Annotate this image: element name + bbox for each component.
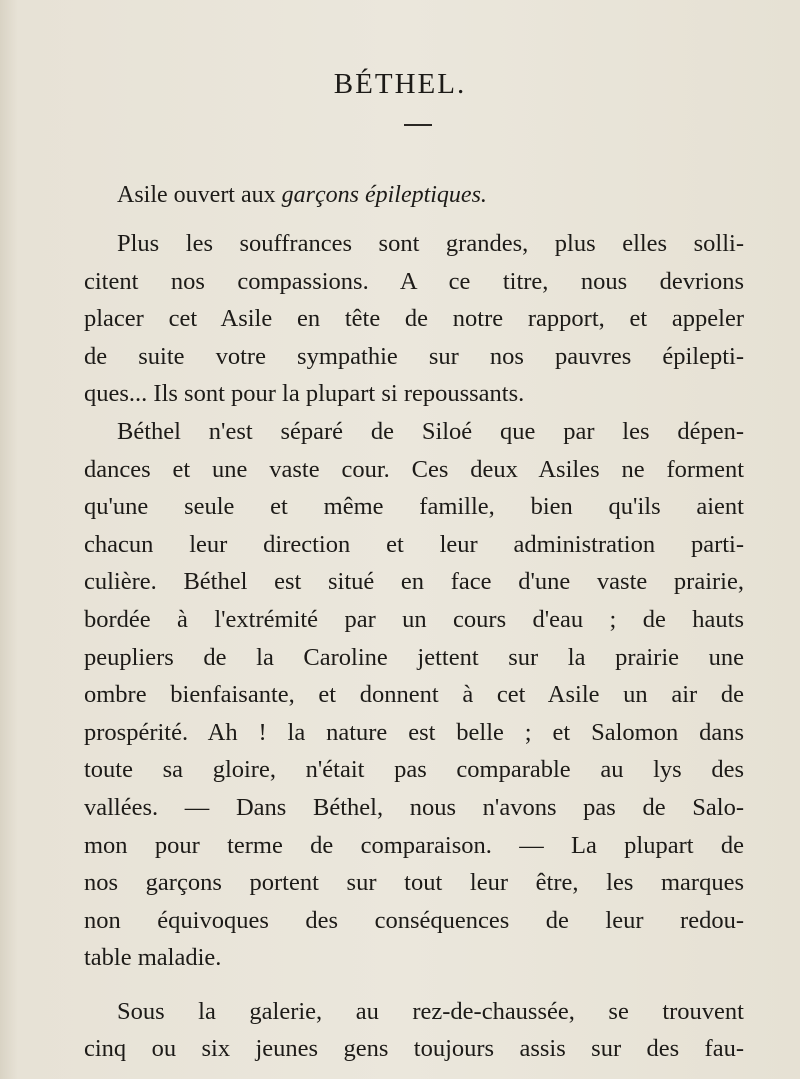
paragraph-gap [84,977,744,993]
text-line: Béthel n'est séparé de Siloé que par les dépen- [117,417,744,445]
text-line: qu'une seule et même famille, bien qu'ils aient [84,493,744,521]
text-line: Sous la galerie, au rez-de-chaussée, se trouvent [117,997,744,1025]
text-line: citent nos compassions. A ce titre, nous devrions [84,267,744,295]
text-line: vallées. — Dans Béthel, nous n'avons pas de Salo- [84,793,744,821]
text-line: toute sa gloire, n'était pas comparable au lys des [84,756,744,784]
text-line: cinq ou six jeunes gens toujours assis sur des fau- [84,1035,744,1063]
lead-italic: garçons épileptiques. [281,182,487,208]
text-line: mon pour terme de comparaison. — La plupart de [84,831,744,859]
body-text [84,225,744,1068]
page-title: BÉTHEL. [333,68,467,100]
text-line: ombre bienfaisante, et donnent à cet Asile un air de [84,681,744,709]
text-line: table maladie. [84,944,222,972]
text-line: chacun leur direction et leur administration parti- [84,530,744,558]
text-line: ques... Ils sont pour la plupart si repoussants. [84,380,525,408]
text-line: bordée à l'extrémité par un cours d'eau ; de hauts [84,605,744,633]
text-line: nos garçons portent sur tout leur être, les marques [84,869,744,897]
text-line: peupliers de la Caroline jettent sur la prairie une [84,643,744,671]
text-line: non équivoques des conséquences de leur redou- [84,906,744,934]
text-line: culière. Béthel est situé en face d'une vaste prairie, [84,568,744,596]
text-line: prospérité. Ah ! la nature est belle ; et Salomon dans [84,718,744,746]
text-line: dances et une vaste cour. Ces deux Asiles ne forment [84,455,744,483]
text-line: placer cet Asile en tête de notre rapport, et appeler [84,305,744,333]
lead-text: Asile ouvert aux [117,182,282,208]
text-line: Plus les souffrances sont grandes, plus elles solli- [117,230,744,257]
text-line: de suite votre sympathie sur nos pauvres épilepti- [84,342,744,370]
title-rule [404,124,432,126]
lead-line [117,180,487,210]
